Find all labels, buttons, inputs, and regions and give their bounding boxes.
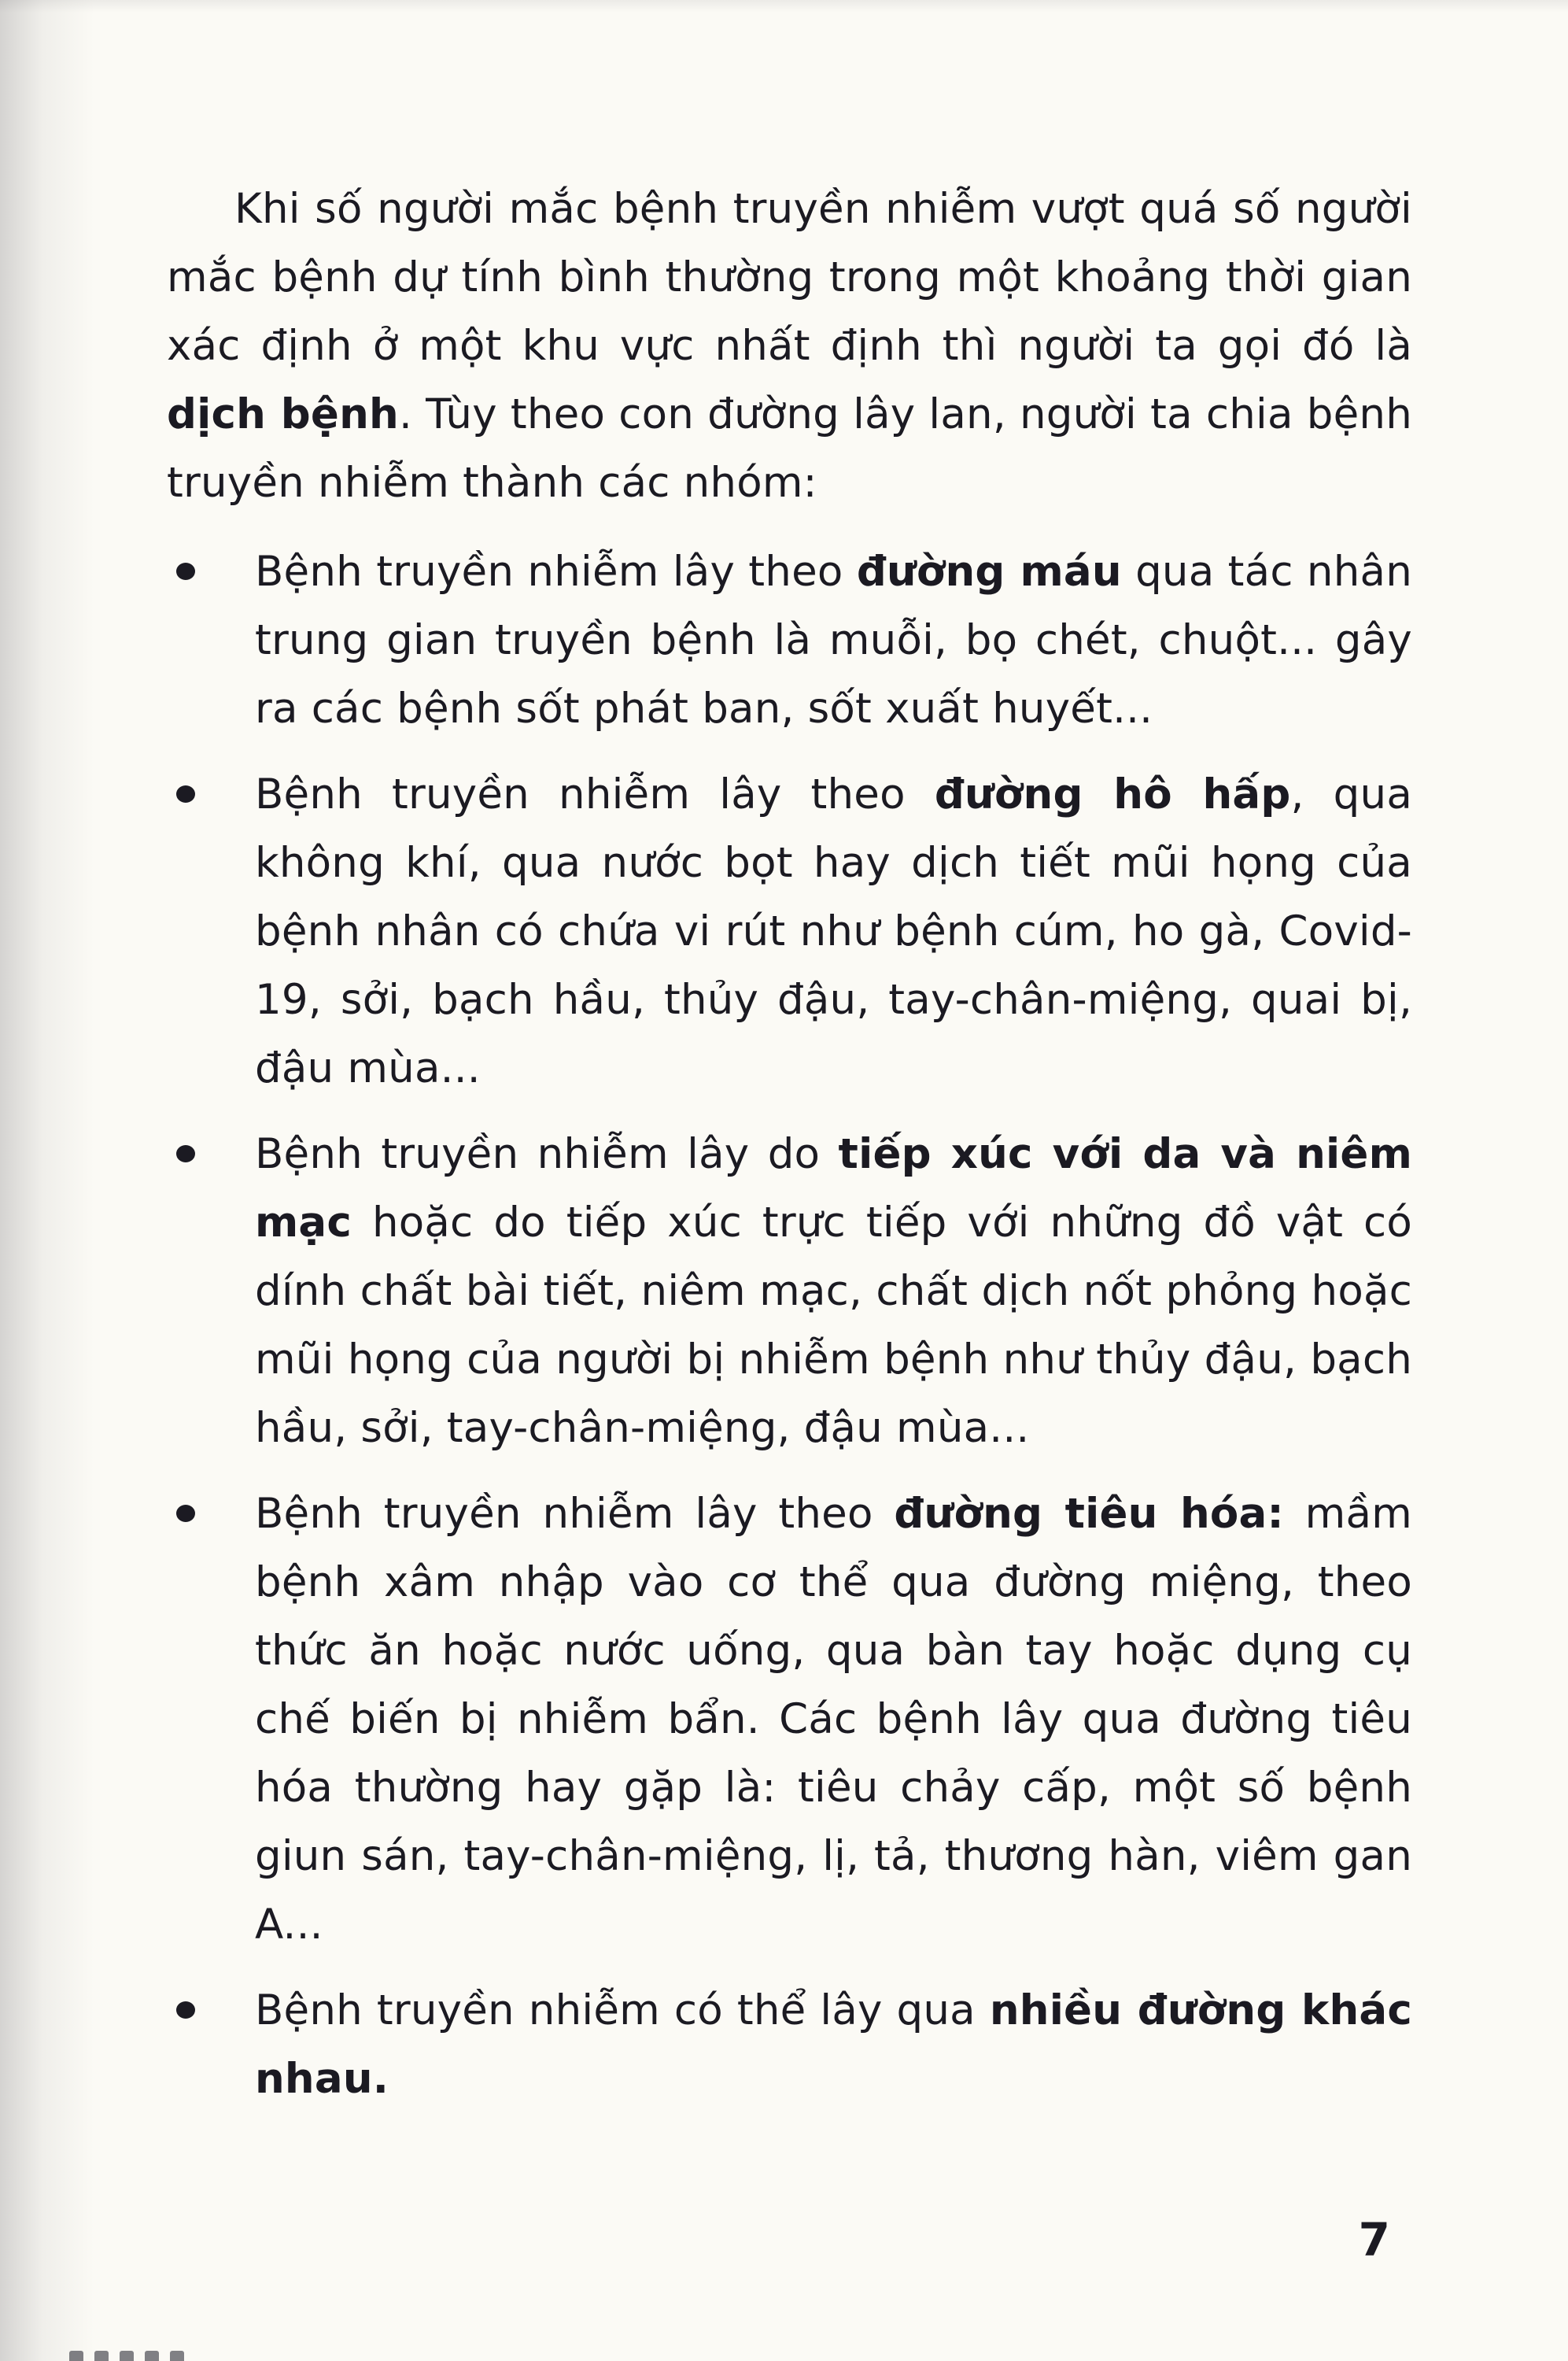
bullet-text-cont: mầm bệnh xâm nhập vào cơ thể qua đường miệng, theo thức ăn hoặc nước uống, qua bàn tay hoặc dụng cụ chế biến bị nhiễm bẩn. Các bệnh lây qua đường tiêu hóa thường hay gặp là: tiêu chảy cấp, một số bệnh giun sán, tay-chân-miệng, lị, tả, thương hàn, viêm gan A... <box>255 1490 1412 1949</box>
bullet-dot-icon <box>176 1505 195 1522</box>
intro-text-cont: . Tùy theo con đường lây lan, người ta chia bệnh truyền nhiễm thành các nhóm: <box>167 390 1412 507</box>
bullet-item-blood-route <box>167 538 1412 743</box>
intro-paragraph <box>167 175 1412 517</box>
bullet-dot-icon <box>176 563 195 580</box>
bullet-text-cont: qua tác nhân trung gian truyền bệnh là muỗi, bọ chét, chuột... gây ra các bệnh sốt phát ban, sốt xuất huyết... <box>255 548 1412 733</box>
scan-shadow-top <box>0 0 1568 13</box>
intro-emphasis: dịch bệnh <box>167 390 399 438</box>
bullet-text-cont: , qua không khí, qua nước bọt hay dịch tiết mũi họng của bệnh nhân có chứa vi rút như bệnh cúm, ho gà, Covid-19, sởi, bạch hầu, thủy đậu, tay-chân-miệng, quai bị, đậu mùa... <box>255 770 1412 1092</box>
bullet-text: Bệnh truyền nhiễm lây theo <box>255 1490 895 1538</box>
bullet-text: Bệnh truyền nhiễm lây do <box>255 1130 839 1178</box>
scan-mark <box>69 2351 83 2361</box>
bullet-text: Bệnh truyền nhiễm lây theo <box>255 770 935 818</box>
bullet-dot-icon <box>176 2001 195 2019</box>
bullet-text: Bệnh truyền nhiễm có thể lây qua <box>255 1986 990 2034</box>
scan-mark <box>94 2351 109 2361</box>
bullet-item-respiratory-route <box>167 760 1412 1103</box>
bullet-emphasis: tiếp xúc với da và niêm mạc <box>255 1130 1412 1247</box>
intro-text: Khi số người mắc bệnh truyền nhiễm vượt quá số người mắc bệnh dự tính bình thường trong một khoảng thời gian xác định ở một khu vực nhất định thì người ta gọi đó là <box>167 185 1412 370</box>
scan-mark <box>145 2351 159 2361</box>
scan-shadow-left <box>0 0 94 2361</box>
bullet-list <box>167 538 1412 2113</box>
bullet-text-cont: hoặc do tiếp xúc trực tiếp với những đồ vật có dính chất bài tiết, niêm mạc, chất dịch nốt phỏng hoặc mũi họng của người bị nhiễm bệnh như thủy đậu, bạch hầu, sởi, tay-chân-miệng, đậu mùa... <box>255 1199 1412 1452</box>
bullet-emphasis: đường hô hấp <box>934 770 1291 818</box>
bullet-emphasis: đường tiêu hóa: <box>894 1490 1284 1538</box>
bullet-dot-icon <box>176 1145 195 1162</box>
bullet-item-multiple-routes <box>167 1976 1412 2113</box>
bullet-emphasis: đường máu <box>856 548 1122 596</box>
bullet-text: Bệnh truyền nhiễm lây theo <box>255 548 857 596</box>
bullet-item-contact-route <box>167 1120 1412 1462</box>
page-number: 7 <box>1358 2213 1390 2267</box>
bullet-emphasis: nhiều đường khác nhau. <box>255 1986 1412 2103</box>
scan-mark <box>120 2351 134 2361</box>
scan-artifact-bottom <box>69 2350 184 2361</box>
bullet-dot-icon <box>176 785 195 803</box>
page-content <box>167 175 1412 2113</box>
bullet-item-digestive-route <box>167 1480 1412 1959</box>
scan-mark <box>170 2351 184 2361</box>
